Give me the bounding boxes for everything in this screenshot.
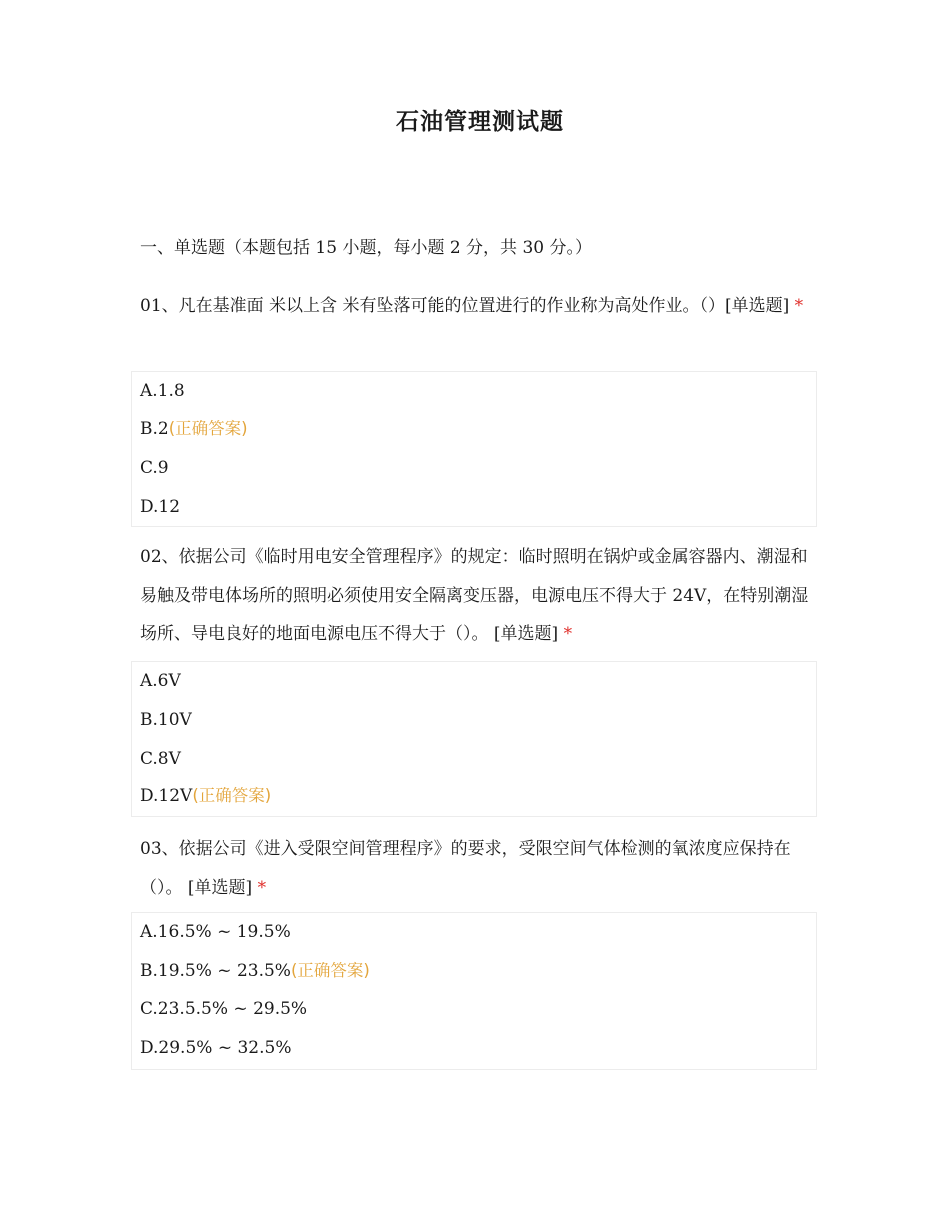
options-group [131, 661, 817, 817]
option-label: D.12 [140, 497, 181, 517]
option-a[interactable] [140, 379, 185, 403]
option-c[interactable] [140, 997, 307, 1021]
option-a[interactable] [140, 920, 291, 944]
option-label: A.16.5% ~ 19.5% [140, 922, 291, 942]
option-label: B.10V [140, 710, 192, 730]
required-marker: * [794, 296, 804, 316]
required-marker: * [257, 877, 267, 898]
option-d[interactable] [140, 784, 271, 808]
option-label: A.6V [140, 671, 181, 691]
option-label: B.2 [140, 419, 169, 439]
option-label: C.23.5.5% ~ 29.5% [140, 999, 308, 1019]
correct-answer-marker: (正确答案) [168, 419, 248, 438]
option-c[interactable] [140, 747, 181, 771]
options-group [131, 371, 817, 527]
question-stem: 02、依据公司《临时用电安全管理程序》的规定：临时照明在锅炉或金属容器内、潮湿和易触及带电体场所的照明必须使用安全隔离变压器，电源电压不得大于 24V，在特别潮湿场所、导电良好的地面电源电压不得大于（）。 [单选题] [140, 547, 809, 644]
option-a[interactable] [140, 669, 181, 693]
option-b[interactable] [140, 959, 370, 983]
option-d[interactable] [140, 1036, 292, 1060]
correct-answer-marker: (正确答案) [290, 961, 370, 980]
question-text [140, 830, 818, 907]
page-title: 石油管理测试题 [396, 108, 564, 135]
question-stem: 03、依据公司《进入受限空间管理程序》的要求，受限空间气体检测的氧浓度应保持在（）。 [单选题] [140, 839, 791, 898]
option-label: D.12V [140, 786, 193, 806]
option-label: A.1.8 [140, 381, 185, 401]
option-label: C.9 [140, 458, 169, 478]
option-label: D.29.5% ~ 32.5% [140, 1038, 292, 1058]
option-d[interactable] [140, 495, 180, 519]
options-group [131, 912, 817, 1070]
required-marker: * [563, 624, 573, 644]
question-text [140, 538, 818, 654]
option-b[interactable] [140, 417, 248, 441]
option-label: B.19.5% ~ 23.5% [140, 961, 291, 981]
option-b[interactable] [140, 708, 192, 732]
option-c[interactable] [140, 456, 169, 480]
option-label: C.8V [140, 749, 181, 769]
question-text [140, 287, 818, 326]
section-heading: 一、单选题（本题包括 15 小题，每小题 2 分，共 30 分。） [140, 238, 593, 258]
correct-answer-marker: (正确答案) [192, 786, 272, 805]
question-stem: 01、凡在基准面 米以上含 米有坠落可能的位置进行的作业称为高处作业。（）[单选题] [140, 296, 790, 316]
